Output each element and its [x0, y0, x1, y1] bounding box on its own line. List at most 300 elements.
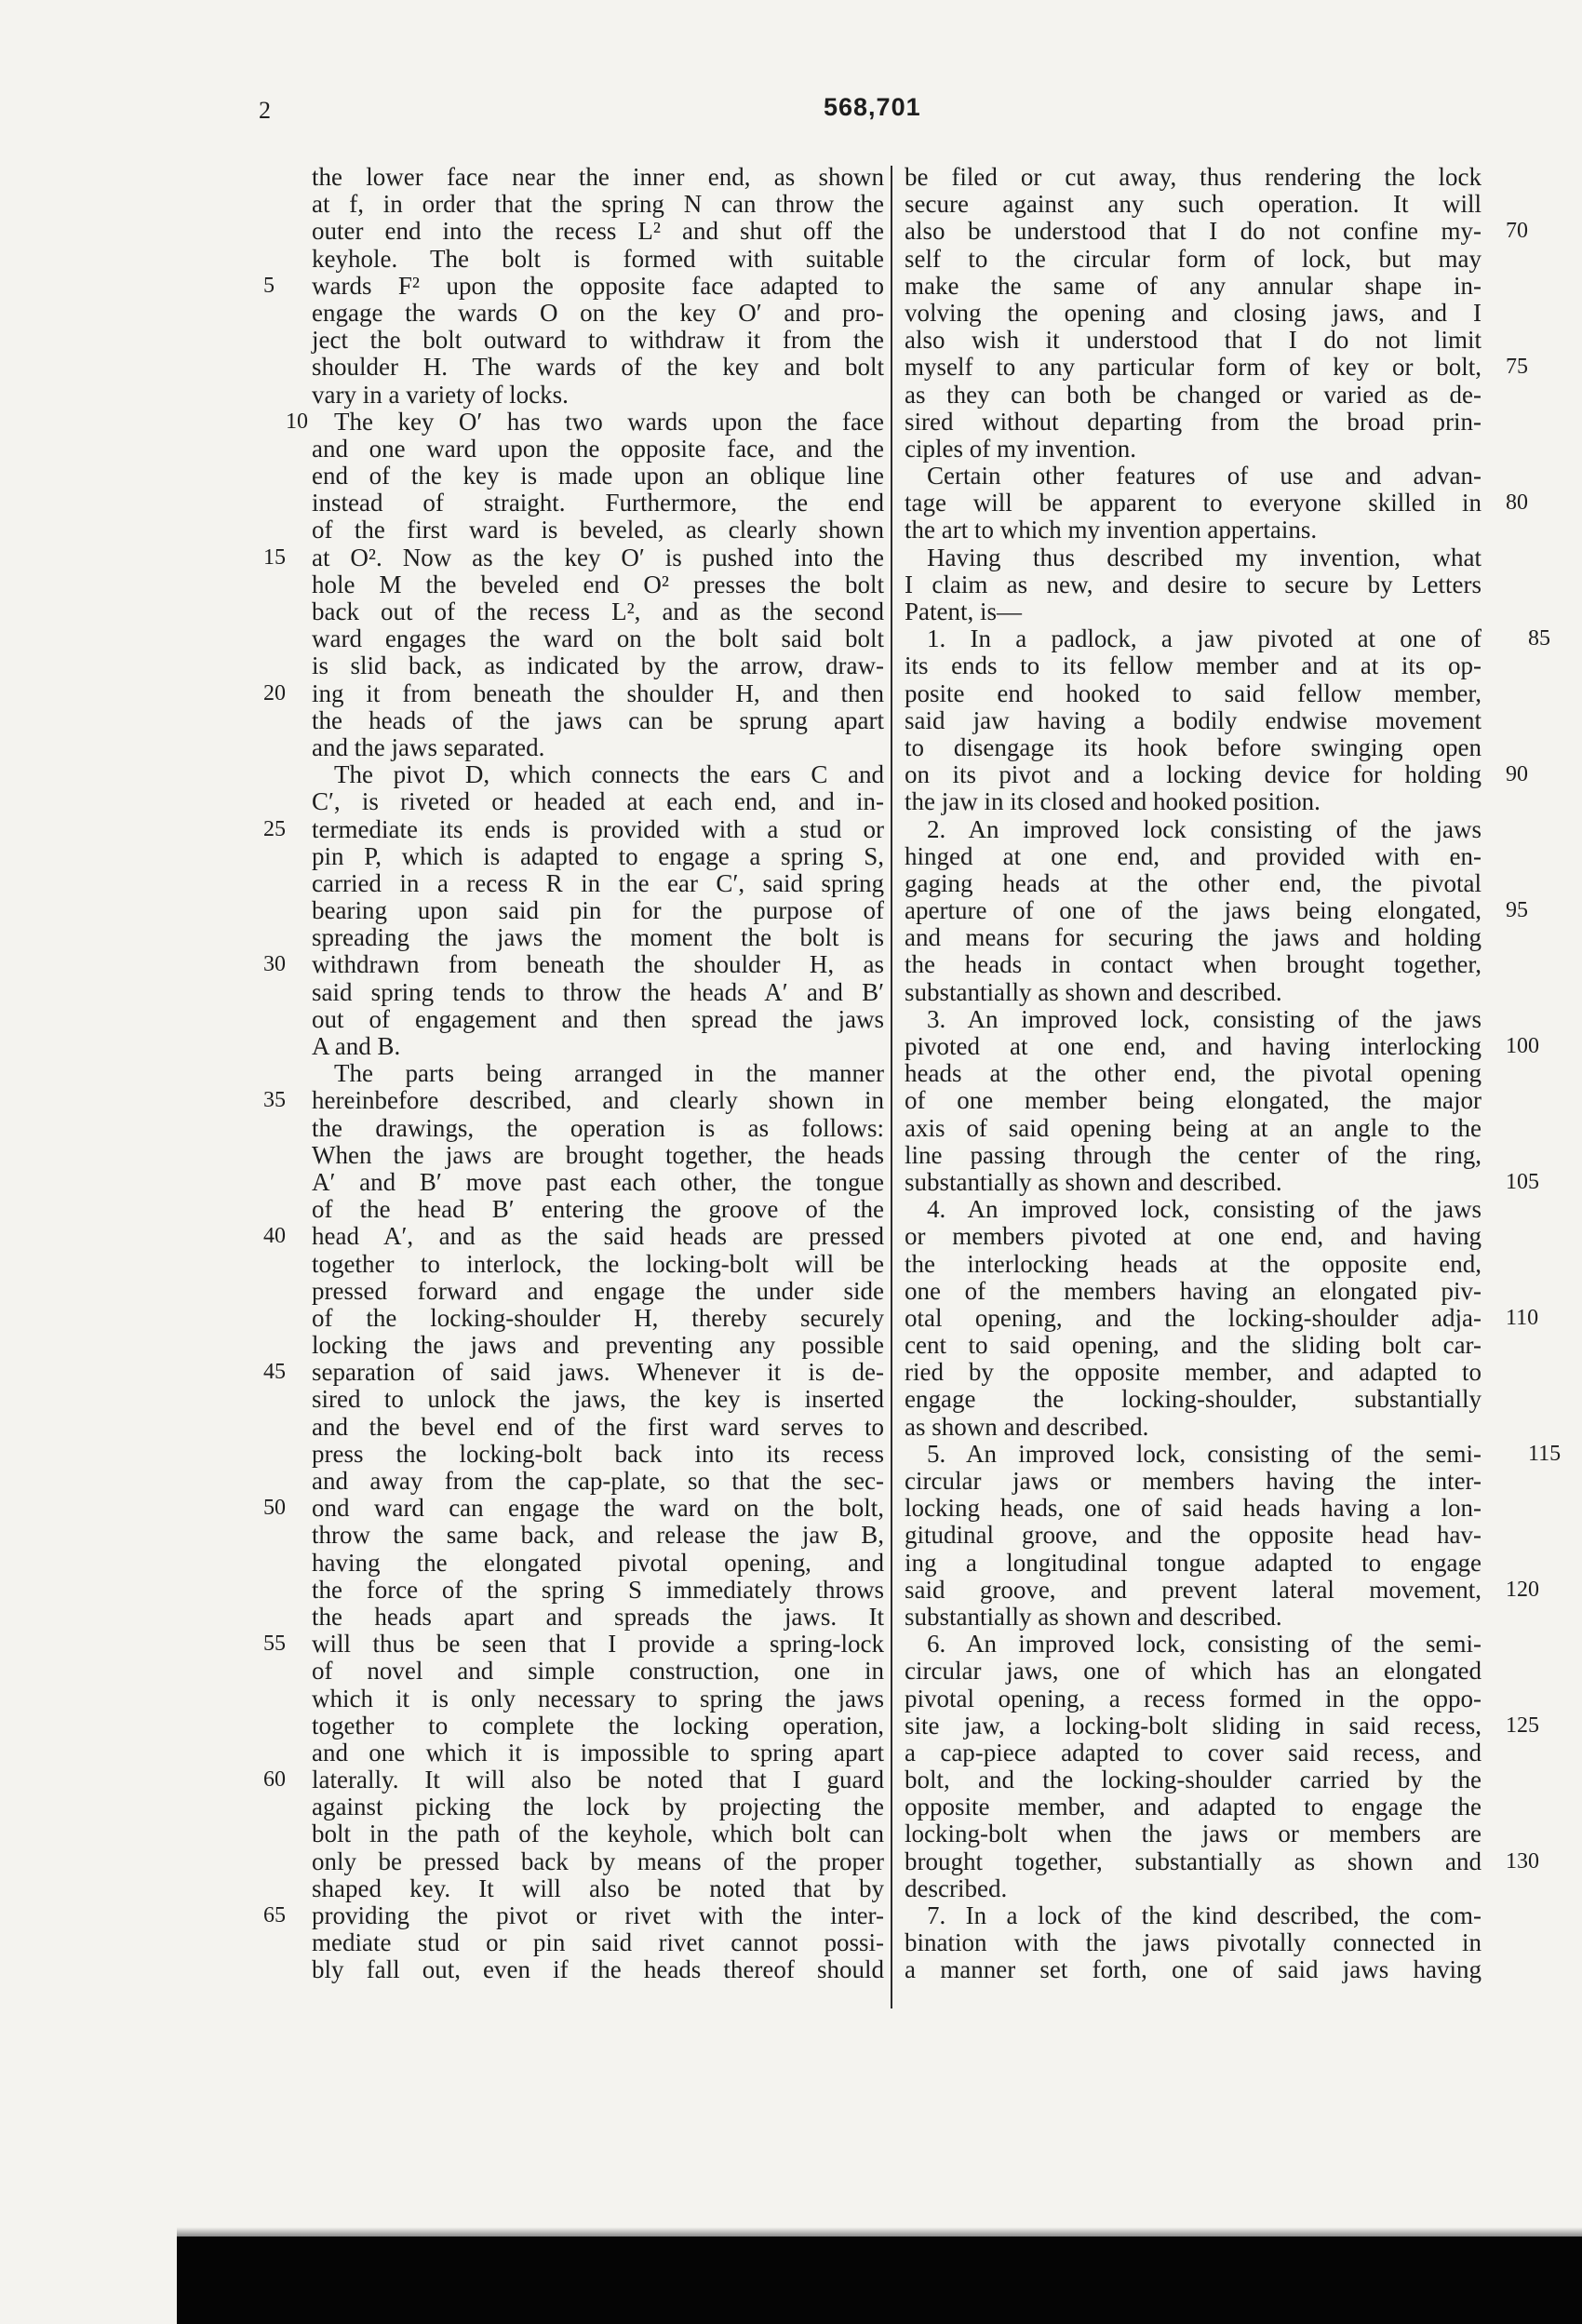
line-text: 5. An improved lock, consisting of the semi- [927, 1439, 1481, 1468]
line-number: 110 [1506, 1305, 1539, 1330]
line-text: one of the members having an elongated piv- [905, 1276, 1481, 1305]
line-text: C′, is riveted or headed at each end, and in- [312, 787, 884, 816]
text-line [905, 1468, 1481, 1495]
text-line [263, 814, 884, 843]
line-text: keyhole. The bolt is formed with suitable [312, 244, 884, 273]
text-line [905, 1820, 1481, 1847]
line-text: back out of the recess L², and as the second [312, 598, 884, 625]
line-text: which it is only necessary to spring the jaws [312, 1684, 884, 1713]
line-text: heads at the other end, the pivotal opening [905, 1059, 1481, 1088]
line-text: and the bevel end of the first ward serves to [312, 1412, 884, 1441]
line-text: ond ward can engage the ward on the bolt, [312, 1494, 884, 1523]
line-number: 25 [263, 816, 286, 841]
text-line [312, 382, 884, 409]
text-line [263, 271, 884, 300]
text-line [905, 1142, 1481, 1169]
line-text: engage the locking-shoulder, substantially [905, 1385, 1481, 1414]
text-line [312, 625, 884, 652]
text-line [905, 300, 1481, 327]
line-number: 60 [263, 1767, 286, 1793]
text-line [312, 1848, 884, 1875]
line-text: substantially as shown and described. [905, 977, 1282, 1006]
text-line [312, 571, 884, 598]
line-text: and away from the cap-plate, so that the sec- [312, 1467, 884, 1495]
text-line [905, 1439, 1562, 1468]
text-line [905, 598, 1481, 625]
text-line [312, 1793, 884, 1820]
line-text: posite end hooked to said fellow member, [905, 678, 1481, 707]
text-line [312, 354, 884, 381]
line-text: end of the key is made upon an oblique line [312, 462, 884, 490]
text-line [905, 1740, 1481, 1767]
text-line [312, 1713, 884, 1740]
text-line [312, 707, 884, 734]
line-text: the heads apart and spreads the jaws. It [312, 1602, 884, 1631]
text-line [263, 950, 884, 979]
line-number: 115 [1528, 1441, 1562, 1466]
line-text: the force of the spring S immediately throws [312, 1575, 884, 1604]
line-text: 7. In a lock of the kind described, the com- [927, 1901, 1481, 1929]
line-text: said groove, and prevent lateral movement, [905, 1575, 1481, 1604]
text-line [905, 1087, 1481, 1114]
text-line [905, 246, 1481, 273]
text-line [905, 924, 1481, 951]
text-line [312, 1278, 884, 1305]
text-line [905, 1303, 1539, 1332]
line-text: hereinbefore described, and clearly shown in [312, 1086, 884, 1115]
line-text: make the same of any annular shape in- [905, 271, 1481, 300]
line-number: 45 [263, 1360, 286, 1385]
scan-edge-shadow [177, 2227, 1582, 2237]
text-line [312, 463, 884, 490]
text-line [312, 1929, 884, 1956]
line-number: 125 [1506, 1713, 1539, 1738]
line-text: vary in a variety of locks. [312, 380, 569, 409]
text-line [263, 1086, 884, 1115]
text-line [905, 1032, 1539, 1060]
line-text: The parts being arranged in the manner [334, 1059, 884, 1088]
line-text: locking the jaws and preventing any possible [312, 1331, 884, 1360]
text-line [312, 1169, 884, 1196]
text-line [312, 164, 884, 191]
line-text: The pivot D, which connects the ears C and [334, 760, 884, 789]
text-line [905, 353, 1528, 382]
text-line [312, 1142, 884, 1169]
text-line [312, 1305, 884, 1332]
line-text: out of engagement and then spread the jaws [312, 1004, 884, 1033]
line-text: ject the bolt outward to withdraw it from the [312, 326, 884, 355]
text-line [905, 1902, 1481, 1929]
text-line [312, 300, 884, 327]
line-text: site jaw, a locking-bolt sliding in said recess, [905, 1711, 1481, 1740]
text-line [905, 164, 1481, 191]
line-text: the heads of the jaws can be sprung apart [312, 705, 884, 734]
text-line [312, 1522, 884, 1549]
column-divider [891, 166, 892, 2008]
line-text: otal opening, and the locking-shoulder adja- [905, 1303, 1481, 1332]
scan-edge-bar [177, 2237, 1582, 2324]
text-line [905, 1495, 1481, 1522]
line-text: laterally. It will also be noted that I guard [312, 1766, 884, 1794]
line-text: wards F² upon the opposite face adapted to [312, 271, 884, 300]
line-text: also be understood that I do not confine my- [905, 217, 1481, 246]
text-line [905, 707, 1481, 734]
line-text: as they can both be changed or varied as de- [905, 380, 1481, 409]
text-line [905, 870, 1481, 897]
text-line [263, 1901, 884, 1929]
line-text: 4. An improved lock, consisting of the jaws [927, 1195, 1481, 1224]
text-line [263, 543, 884, 571]
text-line [312, 517, 884, 544]
text-line [312, 191, 884, 218]
text-line [905, 1793, 1481, 1820]
text-line [905, 1414, 1481, 1441]
line-text: instead of straight. Furthermore, the end [312, 489, 884, 517]
line-text: bearing upon said pin for the purpose of [312, 896, 884, 925]
text-line [312, 843, 884, 870]
line-text: When the jaws are brought together, the heads [312, 1140, 884, 1169]
text-line [905, 1550, 1481, 1577]
text-line [905, 1767, 1481, 1793]
text-line [905, 1575, 1539, 1604]
text-line [905, 463, 1481, 490]
line-number: 70 [1506, 219, 1528, 244]
line-text: aperture of one of the jaws being elongated, [905, 896, 1481, 925]
line-text: outer end into the recess L² and shut off the [312, 217, 884, 246]
text-line [312, 788, 884, 815]
text-line [312, 1414, 884, 1441]
text-line [905, 896, 1528, 925]
text-line [312, 897, 884, 924]
line-number: 10 [286, 409, 308, 434]
line-text: withdrawn from beneath the shoulder H, as [312, 950, 884, 979]
text-line [312, 1875, 884, 1902]
line-text: of the head B′ entering the groove of the [312, 1195, 884, 1224]
line-number: 65 [263, 1903, 286, 1928]
line-text: tage will be apparent to everyone skilled in [905, 489, 1481, 517]
left-text-column [263, 163, 884, 1984]
line-text: spreading the jaws the moment the bolt is [312, 923, 884, 952]
text-line [905, 625, 1550, 653]
line-text: myself to any particular form of key or bolt, [905, 353, 1481, 382]
line-text: termediate its ends is provided with a stud or [312, 814, 884, 843]
line-number: 75 [1506, 355, 1528, 380]
text-line [312, 1658, 884, 1685]
line-number: 105 [1506, 1169, 1539, 1194]
line-text: on its pivot and a locking device for holding [905, 760, 1481, 789]
line-text: Patent, is— [905, 598, 1022, 625]
line-text: is slid back, as indicated by the arrow, draw- [312, 652, 884, 680]
line-text: gitudinal groove, and the opposite head hav- [905, 1521, 1481, 1550]
line-text: gaging heads at the other end, the pivotal [905, 868, 1481, 897]
text-line [312, 734, 884, 761]
text-line [312, 1956, 884, 1983]
line-text: self to the circular form of lock, but may [905, 244, 1481, 273]
line-text: brought together, substantially as shown and [905, 1847, 1481, 1875]
text-line [905, 1956, 1481, 1983]
text-line [905, 1115, 1481, 1142]
line-text: throw the same back, and release the jaw B, [312, 1521, 884, 1550]
text-line [263, 1494, 884, 1523]
line-text: A′ and B′ move past each other, the tongue [312, 1167, 884, 1196]
patent-number: 568,701 [824, 93, 921, 121]
text-line [905, 517, 1481, 544]
line-text: its ends to its fellow member and at its op- [905, 652, 1481, 680]
line-text: I claim as new, and desire to secure by Letters [905, 570, 1481, 598]
text-line [312, 1441, 884, 1468]
line-text: having the elongated pivotal opening, and [312, 1548, 884, 1577]
text-line [286, 407, 884, 436]
text-line [905, 1875, 1481, 1902]
line-text: 2. An improved lock consisting of the jaws [927, 814, 1481, 843]
text-line [312, 1060, 884, 1087]
text-line [312, 1386, 884, 1413]
line-text: of novel and simple construction, one in [312, 1657, 884, 1686]
line-text: will thus be seen that I provide a spring-lock [312, 1630, 884, 1659]
text-line [263, 1358, 884, 1387]
text-line [905, 191, 1481, 218]
line-text: cent to said opening, and the sliding bolt car- [905, 1331, 1481, 1360]
line-number: 120 [1506, 1577, 1539, 1602]
line-text: ciples of my invention. [905, 434, 1136, 463]
text-line [312, 1577, 884, 1604]
text-line [905, 1006, 1481, 1033]
text-line [905, 544, 1481, 571]
line-number: 30 [263, 952, 286, 977]
line-text: A and B. [312, 1032, 401, 1060]
text-line [905, 734, 1481, 761]
text-line [905, 571, 1481, 598]
text-line [905, 1711, 1539, 1740]
line-text: ried by the opposite member, and adapted to [905, 1358, 1481, 1387]
text-line [905, 843, 1481, 870]
text-line [905, 1604, 1481, 1631]
line-text: shaped key. It will also be noted that by [312, 1874, 884, 1902]
text-line [905, 816, 1481, 843]
line-text: Certain other features of use and advan- [927, 462, 1481, 490]
line-text: the interlocking heads at the opposite end, [905, 1249, 1481, 1278]
line-text: The key O′ has two wards upon the face [334, 407, 884, 436]
line-text: opposite member, and adapted to engage the [905, 1793, 1481, 1821]
text-line [905, 1522, 1481, 1549]
text-line [312, 1196, 884, 1223]
text-line [263, 1222, 884, 1251]
text-line [312, 1740, 884, 1767]
line-text: line passing through the center of the ring, [905, 1140, 1481, 1169]
line-text: substantially as shown and described. [905, 1167, 1282, 1196]
text-line [905, 1167, 1539, 1196]
line-text: mediate stud or pin said rivet cannot possi- [312, 1928, 884, 1957]
text-line [312, 1686, 884, 1713]
text-line [312, 1006, 884, 1033]
line-text: as shown and described. [905, 1412, 1149, 1441]
text-line [905, 1686, 1481, 1713]
text-line [312, 246, 884, 273]
line-text: to disengage its hook before swinging open [905, 732, 1481, 761]
line-text: hole M the beveled end O² presses the bolt [312, 570, 884, 598]
text-line [312, 1604, 884, 1631]
line-text: of the first ward is beveled, as clearly shown [312, 516, 884, 544]
line-text: bolt in the path of the keyhole, which bolt can [312, 1820, 884, 1848]
line-text: bination with the jaws pivotally connected in [905, 1928, 1481, 1957]
line-text: the heads in contact when brought together, [905, 950, 1481, 979]
line-number: 85 [1528, 626, 1550, 652]
text-line [905, 1332, 1481, 1359]
text-line [263, 678, 884, 707]
line-number: 95 [1506, 898, 1528, 923]
line-text: together to complete the locking operation, [312, 1711, 884, 1740]
line-text: axis of said opening being at an angle to the [905, 1113, 1481, 1142]
line-text: locking-bolt when the jaws or members are [905, 1820, 1481, 1848]
line-text: only be pressed back by means of the proper [312, 1847, 884, 1875]
line-text: head A′, and as the said heads are pressed [312, 1222, 884, 1251]
line-text: the jaw in its closed and hooked position. [905, 787, 1321, 816]
line-text: circular jaws or members having the inter- [905, 1467, 1481, 1495]
line-text: bolt, and the locking-shoulder carried by the [905, 1766, 1481, 1794]
text-line [312, 1550, 884, 1577]
text-line [905, 760, 1528, 789]
text-line [312, 490, 884, 517]
text-line [905, 409, 1481, 436]
line-text: of one member being elongated, the major [905, 1086, 1481, 1115]
text-line [905, 1196, 1481, 1223]
text-line [905, 1631, 1481, 1658]
line-text: the drawings, the operation is as follows: [312, 1113, 884, 1142]
line-text: and the jaws separated. [312, 732, 545, 761]
line-text: secure against any such operation. It will [905, 190, 1481, 219]
text-line [312, 1820, 884, 1847]
text-line [905, 951, 1481, 978]
line-text: providing the pivot or rivet with the inter- [312, 1901, 884, 1929]
line-text: of the locking-shoulder H, thereby securely [312, 1303, 884, 1332]
text-line [312, 1115, 884, 1142]
line-text: sired to unlock the jaws, the key is inserted [312, 1385, 884, 1414]
line-text: bly fall out, even if the heads thereof should [312, 1955, 884, 1984]
text-line [905, 788, 1481, 815]
text-line [905, 217, 1528, 246]
line-text: carried in a recess R in the ear C′, said spring [312, 868, 884, 897]
text-line [905, 1223, 1481, 1250]
line-text: sired without departing from the broad prin- [905, 407, 1481, 436]
text-line [312, 1468, 884, 1495]
text-line [905, 273, 1481, 300]
text-line [905, 1359, 1481, 1386]
line-text: said jaw having a bodily endwise movement [905, 705, 1481, 734]
text-line [905, 1658, 1481, 1685]
text-line [905, 1060, 1481, 1087]
line-text: and one ward upon the opposite face, and the [312, 434, 884, 463]
line-text: said spring tends to throw the heads A′ and B′ [312, 977, 884, 1006]
line-text: be filed or cut away, thus rendering the lock [905, 163, 1481, 191]
line-number: 40 [263, 1224, 286, 1249]
line-text: locking heads, one of said heads having a lon- [905, 1494, 1481, 1523]
line-text: also wish it understood that I do not limit [905, 326, 1481, 355]
text-line [312, 870, 884, 897]
line-number: 80 [1506, 490, 1528, 516]
line-text: separation of said jaws. Whenever it is de- [312, 1358, 884, 1387]
text-line [905, 489, 1528, 517]
line-text: substantially as shown and described. [905, 1602, 1282, 1631]
line-text: described. [905, 1874, 1008, 1902]
line-text: Having thus described my invention, what [927, 543, 1481, 571]
text-line [905, 1251, 1481, 1278]
line-text: shoulder H. The wards of the key and bolt [312, 353, 884, 382]
text-line [905, 382, 1481, 409]
line-text: pressed forward and engage the under side [312, 1276, 884, 1305]
text-line [905, 1386, 1481, 1413]
line-number: 130 [1506, 1848, 1539, 1874]
text-line [312, 761, 884, 788]
text-line [905, 1847, 1539, 1875]
line-text: and means for securing the jaws and holding [905, 923, 1481, 952]
text-line [312, 436, 884, 463]
line-text: the art to which my invention appertains. [905, 516, 1318, 544]
text-line [905, 436, 1481, 463]
text-line [263, 1630, 884, 1659]
text-line [312, 598, 884, 625]
text-line [905, 1929, 1481, 1956]
text-line [312, 652, 884, 679]
line-text: pivotal opening, a recess formed in the oppo- [905, 1684, 1481, 1713]
line-text: a manner set forth, one of said jaws having [905, 1955, 1481, 1984]
text-line [312, 1332, 884, 1359]
line-text: volving the opening and closing jaws, and I [905, 298, 1481, 327]
text-line [312, 218, 884, 245]
text-line [312, 924, 884, 951]
line-number: 100 [1506, 1034, 1539, 1058]
line-text: press the locking-bolt back into its recess [312, 1439, 884, 1468]
line-text: at f, in order that the spring N can throw the [312, 190, 884, 219]
line-text: circular jaws, one of which has an elongated [905, 1657, 1481, 1686]
line-number: 90 [1506, 762, 1528, 787]
page-number: 2 [259, 97, 271, 124]
text-line [312, 327, 884, 354]
text-line [312, 1033, 884, 1060]
line-text: a cap-piece adapted to cover said recess, and [905, 1738, 1481, 1767]
line-number: 35 [263, 1088, 286, 1113]
text-line [905, 979, 1481, 1006]
line-text: or members pivoted at one end, and having [905, 1222, 1481, 1251]
line-text: pin P, which is adapted to engage a spring S, [312, 841, 884, 870]
text-line [312, 1251, 884, 1278]
line-text: engage the wards O on the key O′ and pro- [312, 298, 884, 327]
text-line [263, 1766, 884, 1794]
text-line [905, 680, 1481, 707]
line-text: ward engages the ward on the bolt said bolt [312, 625, 884, 653]
line-text: the lower face near the inner end, as shown [312, 163, 884, 191]
line-text: and one which it is impossible to spring apart [312, 1738, 884, 1767]
line-text: against picking the lock by projecting the [312, 1793, 884, 1821]
line-text: ing a longitudinal tongue adapted to engage [905, 1548, 1481, 1577]
line-number: 20 [263, 680, 286, 705]
line-text: ing it from beneath the shoulder H, and then [312, 678, 884, 707]
text-line [905, 1278, 1481, 1305]
line-text: 3. An improved lock, consisting of the jaws [927, 1004, 1481, 1033]
line-number: 15 [263, 544, 286, 570]
line-text: 1. In a padlock, a jaw pivoted at one of [927, 625, 1481, 653]
text-line [905, 327, 1481, 354]
line-number: 5 [263, 273, 275, 298]
text-line [312, 979, 884, 1006]
line-text: 6. An improved lock, consisting of the semi- [927, 1630, 1481, 1659]
line-text: pivoted at one end, and having interlocking [905, 1032, 1481, 1060]
line-text: hinged at one end, and provided with en- [905, 841, 1481, 870]
line-text: together to interlock, the locking-bolt will be [312, 1249, 884, 1278]
line-number: 50 [263, 1496, 286, 1521]
right-text-column [905, 163, 1562, 1984]
line-number: 55 [263, 1632, 286, 1657]
text-line [905, 652, 1481, 679]
